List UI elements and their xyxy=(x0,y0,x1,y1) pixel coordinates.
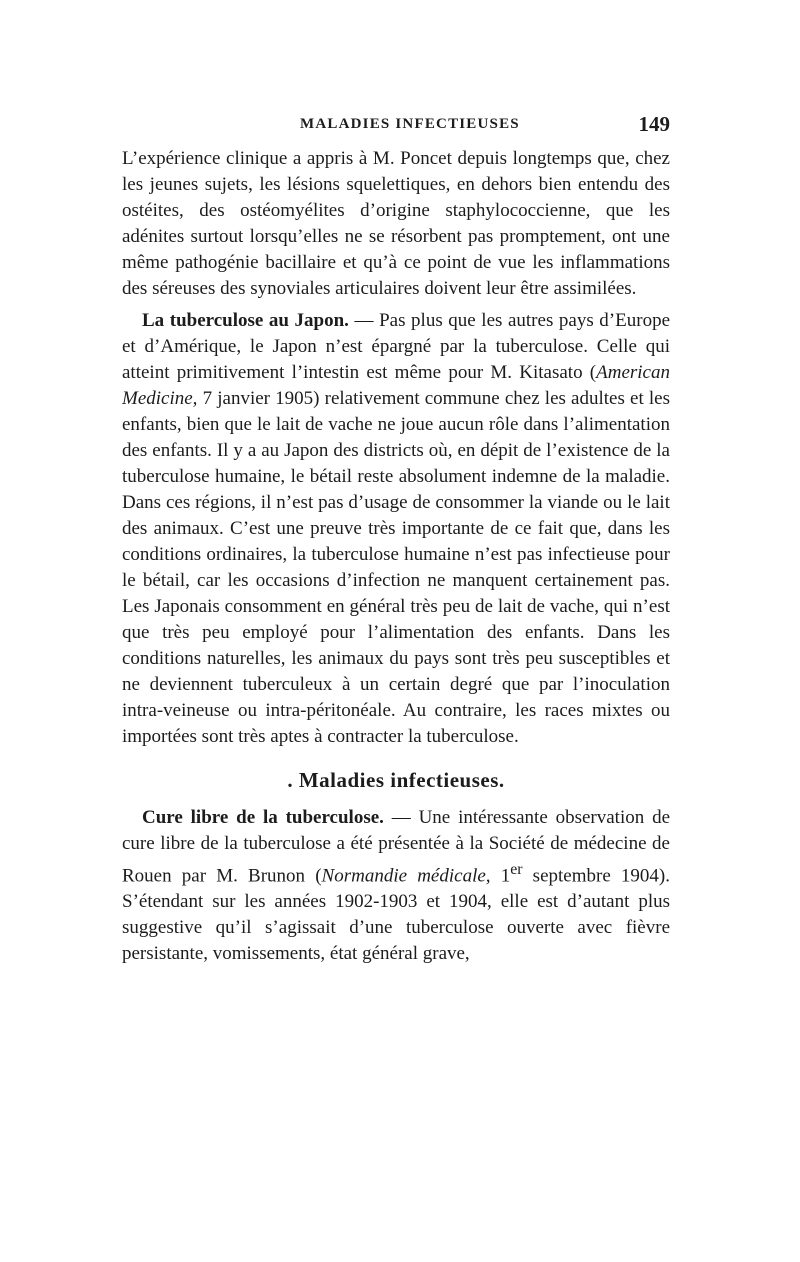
paragraph-tuberculose-japon xyxy=(122,308,670,750)
section-heading: . Maladies infectieuses. xyxy=(287,768,505,792)
book-page xyxy=(122,112,670,967)
ordinal-superscript: er xyxy=(510,861,523,878)
running-head xyxy=(122,112,670,146)
paragraph-heading-cure: Cure libre de la tuberculose. xyxy=(142,807,384,828)
paragraph-text: septembre 1904). S’étendant sur les années 1902-1903 et 1904, elle est d’autant plus suggestive qu’il s’agissait d’une tuberculose ouverte avec fièvre persistante, vomissements, état général grave, xyxy=(122,865,670,965)
running-title: MALADIES INFECTIEUSES xyxy=(300,116,520,132)
journal-title: Normandie médicale, xyxy=(321,865,491,887)
paragraph-text: 1 xyxy=(490,865,511,887)
paragraph-cure-libre xyxy=(122,805,670,967)
page-number: 149 xyxy=(638,112,670,136)
paragraph-heading-japon: La tuberculose au Japon. xyxy=(142,310,349,331)
paragraph-ponce: L’expérience clinique a appris à M. Poncet depuis longtemps que, chez les jeunes sujets, les lésions squelettiques, en dehors bien entendu des ostéites, des ostéomyélites d’origine staphylococcienne, que les adénites surtout lorsqu’elles ne se résorbent pas promptement, ont une même pathogénie bacillaire et qu’à ce point de vue les inflammations des séreuses des synoviales articulaires doivent leur être assimilées. xyxy=(122,148,670,299)
paragraph-text: — Une intéressante observation de cure libre de la tuberculose a été présentée à la Société de médecine de Rouen par M. Brunon ( xyxy=(122,807,671,887)
paragraph-text: — Pas plus que les autres pays d’Europe et d’Amérique, le Japon n’est épargné par la tuberculose. Celle qui atteint primitivement l’intestin est même pour M. Kitasato ( xyxy=(122,310,670,383)
journal-title: American Medicine, xyxy=(122,362,670,409)
paragraph-text: 7 janvier 1905) relativement commune chez les adultes et les enfants, bien que le lait de vache ne joue aucun rôle dans l’alimentation des enfants. Il y a au Japon des districts où, en dépit de l’existence de la tuberculose humaine, le bétail reste absolument indemne de la maladie. Dans ces régions, il n’est pas d’usage de consommer la viande ou le lait des animaux. C’est une preuve très importante de ce fait que, dans les conditions ordinaires, la tuberculose humaine n’est pas infectieuse pour le bétail, car les occasions d’infection ne manquent certainement pas. Les Japonais consomment en général très peu de lait de vache, qui n’est que très peu employé pour l’alimentation des enfants. Dans les conditions naturelles, les animaux du pays sont très peu susceptibles et ne deviennent tuberculeux à un certain degré que par l’inoculation intra-veineuse ou intra-péritonéale. Au contraire, les races mixtes ou importées sont très aptes à contracter la tuberculose. xyxy=(122,388,670,747)
